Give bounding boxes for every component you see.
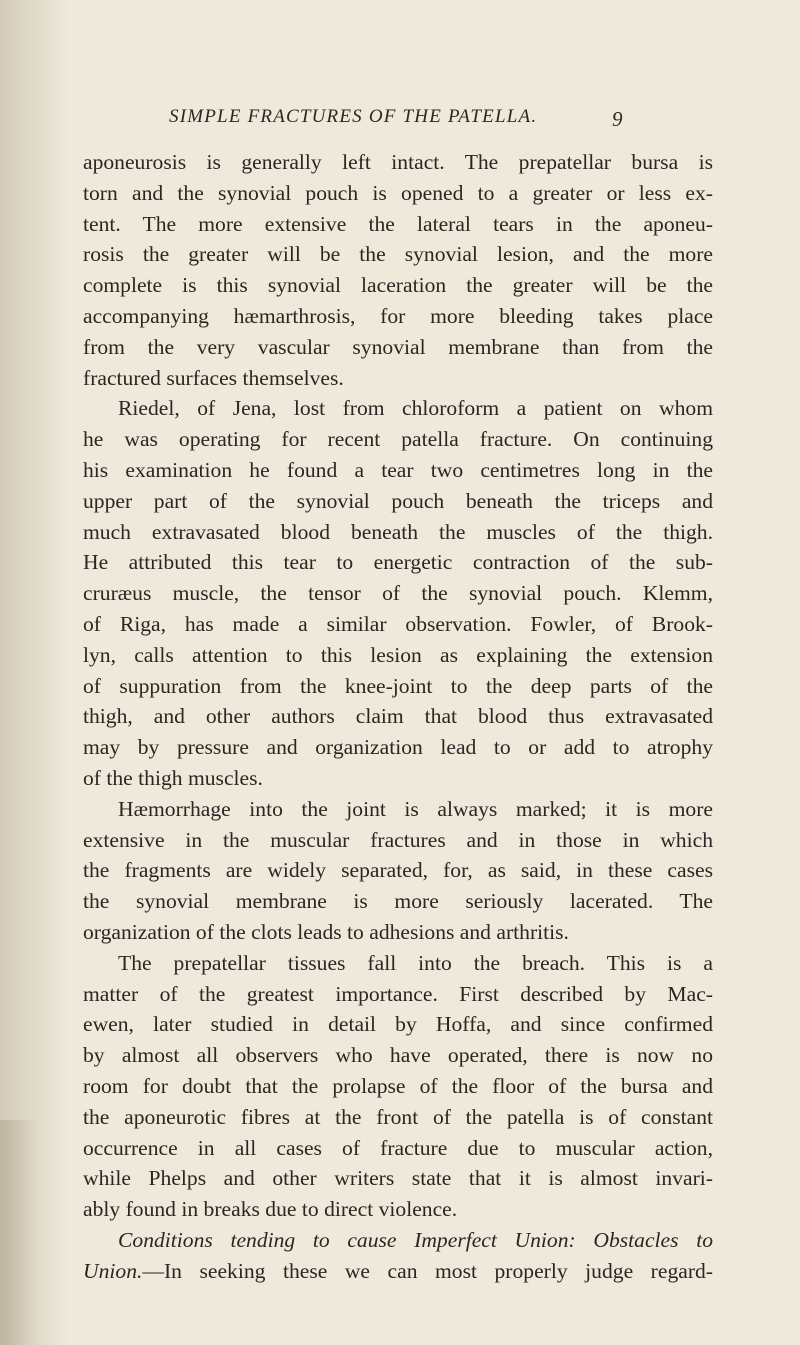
text-line: his examination he found a tear two centimetres long in the (83, 457, 713, 482)
text-line: aponeurosis is generally left intact. The prepatellar bursa is (83, 150, 713, 174)
text-line: matter of the greatest importance. First described by Mac- (83, 981, 713, 1006)
text-line: complete is this synovial laceration the greater will be the (83, 273, 713, 298)
text-line: while Phelps and other writers state that it is almost invari- (83, 1166, 713, 1191)
text-line: from the very vascular synovial membrane than from the (83, 334, 713, 359)
text-line: ably found in breaks due to direct violence. (83, 1197, 458, 1222)
text-line: the fragments are widely separated, for, as said, in these cases (83, 858, 713, 883)
text-line: torn and the synovial pouch is opened to a greater or less ex- (83, 180, 713, 205)
text-line: the synovial membrane is more seriously lacerated. The (83, 889, 713, 914)
paragraph-start: The prepatellar tissues fall into the breach. This is a (118, 950, 713, 975)
running-title: SIMPLE FRACTURES OF THE PATELLA. (169, 106, 538, 127)
text-line: he was operating for recent patella fracture. On continuing (83, 427, 713, 452)
section-text: —In seeking these we can most properly judge regard- (142, 1258, 713, 1283)
text-line: thigh, and other authors claim that blood thus extravasated (83, 704, 713, 729)
text-line: fractured surfaces themselves. (83, 365, 344, 390)
text-line: ewen, later studied in detail by Hoffa, and since confirmed (83, 1012, 713, 1037)
section-line (83, 1256, 713, 1287)
text-line: may by pressure and organization lead to or add to atrophy (83, 735, 713, 760)
text-line: of the thigh muscles. (83, 765, 263, 790)
text-line: organization of the clots leads to adhesions and arthritis. (83, 919, 569, 944)
text-line: by almost all observers who have operated, there is now no (83, 1043, 713, 1068)
text-line: lyn, calls attention to this lesion as explaining the extension (83, 642, 713, 667)
section-heading: Conditions tending to cause Imperfect Union: Obstacles to (118, 1227, 713, 1252)
text-line: of Riga, has made a similar observation. Fowler, of Brook- (83, 611, 713, 636)
text-line: He attributed this tear to energetic contraction of the sub- (83, 550, 713, 575)
paragraph-start: Hæmorrhage into the joint is always marked; it is more (118, 796, 713, 821)
text-line: tent. The more extensive the lateral tears in the aponeu- (83, 211, 713, 236)
text-line: the aponeurotic fibres at the front of the patella is of constant (83, 1104, 713, 1129)
page-edge-stain-lower (0, 1120, 40, 1345)
text-line: rosis the greater will be the synovial lesion, and the more (83, 242, 713, 267)
text-line: occurrence in all cases of fracture due to muscular action, (83, 1135, 713, 1160)
body-text (83, 147, 713, 1286)
paragraph-start: Riedel, of Jena, lost from chloroform a patient on whom (118, 396, 713, 421)
text-line: room for doubt that the prolapse of the floor of the bursa and (83, 1073, 713, 1098)
section-heading-line (83, 1225, 713, 1256)
text-line: extensive in the muscular fractures and in those in which (83, 827, 713, 852)
text-line: upper part of the synovial pouch beneath the triceps and (83, 488, 713, 513)
text-line: much extravasated blood beneath the muscles of the thigh. (83, 519, 713, 544)
text-line: of suppuration from the knee-joint to the deep parts of the (83, 673, 713, 698)
text-line: accompanying hæmarthrosis, for more bleeding takes place (83, 303, 713, 328)
page-number: 9 (612, 107, 623, 131)
text-line: cruræus muscle, the tensor of the synovial pouch. Klemm, (83, 581, 713, 606)
running-head (0, 106, 800, 136)
section-heading-continued: Union. (83, 1258, 143, 1283)
